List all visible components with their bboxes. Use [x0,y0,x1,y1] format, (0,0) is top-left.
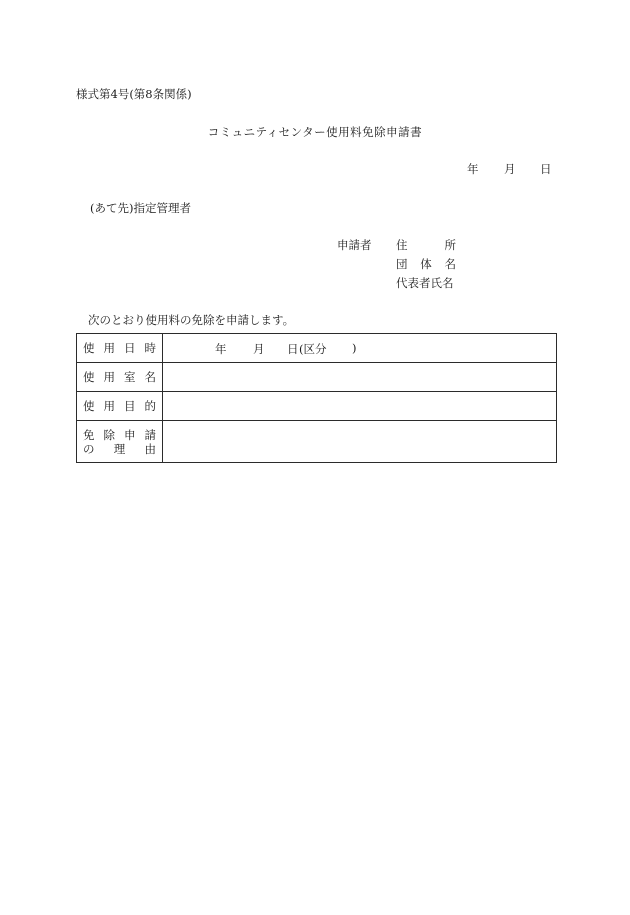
usage-month-label: 月 [253,342,265,356]
document-title: コミュニティセンター使用料免除申請書 [207,125,423,139]
date-year-label: 年 [467,162,479,176]
exemption-reason-label-line2: の理由 [83,441,156,456]
usage-category-close: ) [352,341,357,355]
exemption-reason-label-line1: 免除申請 [83,427,156,442]
table-row-exemption-reason [77,421,557,463]
usage-datetime-template [163,334,556,362]
room-name-label-cell [77,363,163,392]
applicant-label: 申請者 [337,238,372,252]
applicant-representative-label: 代表者氏名 [396,276,454,290]
intro-text: 次のとおり使用料の免除を申請します。 [88,313,295,327]
table-row-usage-datetime [77,334,557,363]
usage-datetime-label-cell [77,334,163,363]
usage-day-label: 日 [287,342,299,356]
form-number: 様式第4号(第8条関係) [76,87,192,101]
usage-datetime-field[interactable] [163,334,557,363]
table-row-purpose [77,392,557,421]
exemption-reason-label-cell [77,421,163,463]
purpose-label: 使用目的 [83,399,156,413]
purpose-field[interactable] [163,392,557,421]
usage-datetime-label: 使用日時 [83,341,156,355]
purpose-label-cell [77,392,163,421]
applicant-group-name-label: 団体名 [396,257,456,271]
exemption-reason-field[interactable] [163,421,557,463]
application-table [76,333,557,463]
room-name-field[interactable] [163,363,557,392]
usage-category-open: (区分 [299,342,327,356]
applicant-address-label: 住所 [396,238,456,252]
room-name-label: 使用室名 [83,370,156,384]
table-row-room-name [77,363,557,392]
date-month-label: 月 [504,162,516,176]
addressee: (あて先)指定管理者 [90,201,191,215]
usage-year-label: 年 [215,342,227,356]
date-day-label: 日 [540,162,552,176]
